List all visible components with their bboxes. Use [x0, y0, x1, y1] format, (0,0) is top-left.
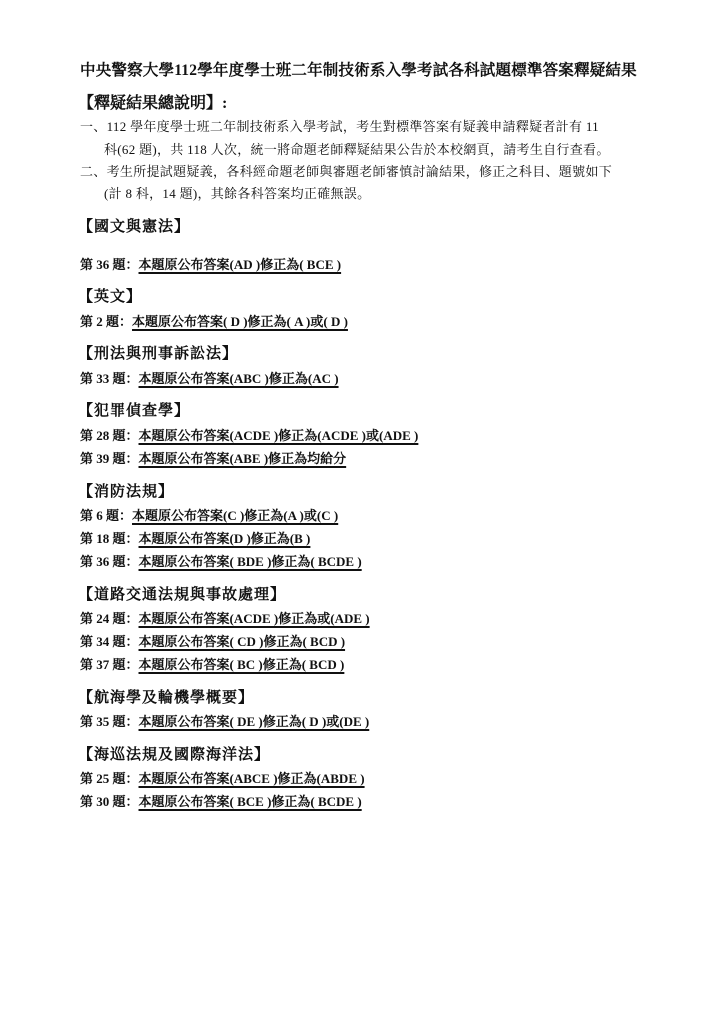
answer-correction: 本題原公布答案( D )修正為( A )或( D ): [132, 314, 348, 329]
question-number: 第 36 題：: [80, 257, 139, 272]
question-number: 第 18 題：: [80, 531, 139, 546]
question-row: [80, 311, 348, 330]
question-number: 第 33 題：: [80, 371, 139, 386]
question-number: 第 2 題：: [80, 314, 133, 329]
section-heading: 【犯罪偵查學】: [78, 403, 191, 419]
question-number: 第 30 題：: [80, 794, 139, 809]
summary-item-2-cont: (計 8 科，14 題)，其餘各科答案均正確無誤。: [104, 186, 371, 201]
question-row: [80, 551, 362, 570]
section-heading: 【國文與憲法】: [78, 219, 191, 235]
answer-correction: 本題原公布答案(D )修正為(B ): [138, 531, 311, 546]
question-row: [80, 528, 310, 547]
answer-correction: 本題原公布答案(AD )修正為( BCE ): [138, 257, 342, 272]
question-number: 第 25 題：: [80, 771, 139, 786]
question-number: 第 24 題：: [80, 611, 139, 626]
summary-item-1: 一、112 學年度學士班二年制技術系入學考試，考生對標準答案有疑義申請釋疑者計有 11: [80, 119, 599, 134]
answer-correction: 本題原公布答案(ACDE )修正為或(ADE ): [138, 611, 370, 626]
answer-correction: 本題原公布答案( BC )修正為( BCD ): [138, 657, 345, 672]
question-number: 第 39 題：: [80, 451, 139, 466]
question-row: [80, 505, 338, 524]
question-number: 第 34 題：: [80, 634, 139, 649]
question-row: [80, 768, 365, 787]
question-row: [80, 711, 369, 730]
question-number: 第 37 題：: [80, 657, 139, 672]
question-row: [80, 254, 341, 273]
section-heading: 【道路交通法規與事故處理】: [78, 587, 287, 603]
answer-correction: 本題原公布答案(ABE )修正為均給分: [138, 451, 347, 466]
question-number: 第 28 題：: [80, 428, 139, 443]
answer-correction: 本題原公布答案( DE )修正為( D )或(DE ): [138, 714, 370, 729]
question-number: 第 36 題：: [80, 554, 139, 569]
question-row: [80, 448, 346, 467]
answer-correction: 本題原公布答案( BCE )修正為( BCDE ): [138, 794, 362, 809]
question-row: [80, 425, 418, 444]
section-heading: 【消防法規】: [78, 484, 175, 500]
question-row: [80, 654, 344, 673]
answer-correction: 本題原公布答案( CD )修正為( BCD ): [138, 634, 346, 649]
answer-correction: 本題原公布答案(ACDE )修正為(ACDE )或(ADE ): [138, 428, 419, 443]
summary-item-2: 二、考生所提試題疑義，各科經命題老師與審題老師審慎討論結果，修正之科目、題號如下: [80, 164, 613, 179]
question-number: 第 6 題：: [80, 508, 133, 523]
section-heading: 【航海學及輪機學概要】: [78, 690, 255, 706]
section-heading: 【刑法與刑事訴訟法】: [78, 346, 239, 362]
question-row: [80, 608, 370, 627]
answer-correction: 本題原公布答案(ABC )修正為(AC ): [138, 371, 339, 386]
question-row: [80, 791, 362, 810]
question-number: 第 35 題：: [80, 714, 139, 729]
question-row: [80, 631, 345, 650]
summary-heading: 【釋疑結果總說明】:: [78, 95, 228, 112]
summary-item-1-cont: 科(62 題)，共 118 人次，統一將命題老師釋疑結果公告於本校網頁，請考生自行查看。: [104, 142, 610, 157]
question-row: [80, 368, 339, 387]
answer-correction: 本題原公布答案(ABCE )修正為(ABDE ): [138, 771, 365, 786]
document-title: 中央警察大學112學年度學士班二年制技術系入學考試各科試題標準答案釋疑結果: [80, 62, 637, 79]
answer-correction: 本題原公布答案(C )修正為(A )或(C ): [132, 508, 339, 523]
section-heading: 【海巡法規及國際海洋法】: [78, 747, 271, 763]
answer-correction: 本題原公布答案( BDE )修正為( BCDE ): [138, 554, 362, 569]
section-heading: 【英文】: [78, 289, 143, 305]
